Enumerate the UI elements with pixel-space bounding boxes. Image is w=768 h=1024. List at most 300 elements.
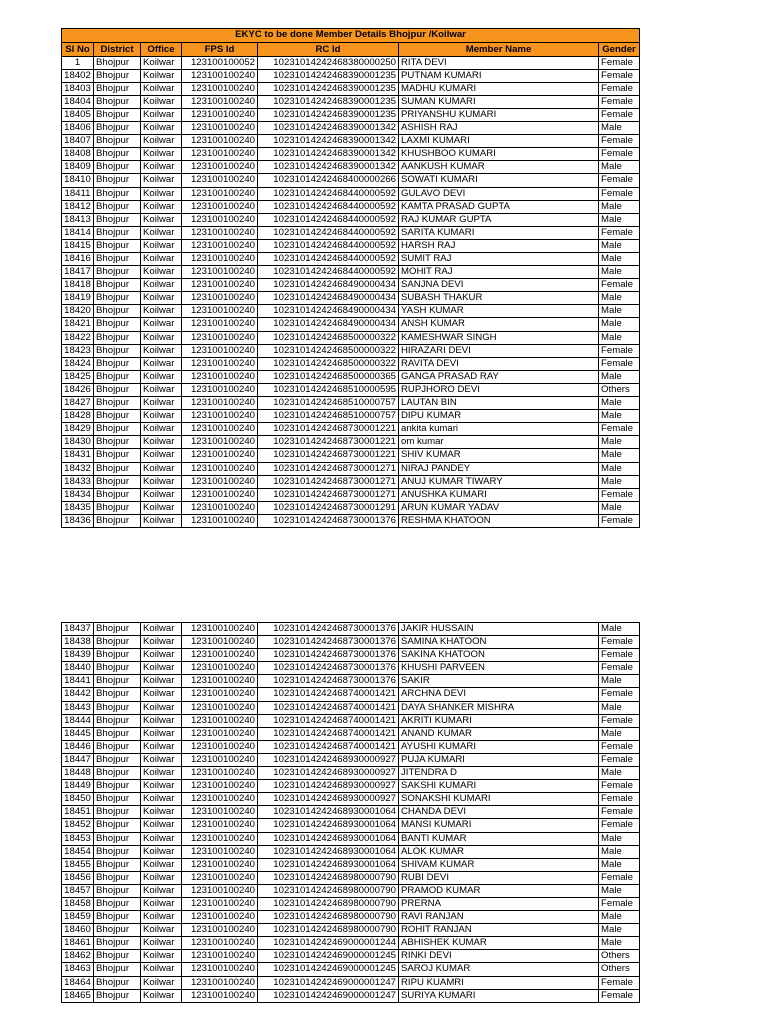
rc-id-cell: 10231014242468930001064: [258, 806, 399, 819]
district-cell: Bhojpur: [94, 161, 141, 174]
fps-id-cell: 123100100052: [182, 56, 258, 69]
district-cell: Bhojpur: [94, 122, 141, 135]
gender-cell: Female: [599, 714, 640, 727]
member-name-cell: HARSH RAJ: [399, 239, 599, 252]
member-name-cell: SOWATI KUMARI: [399, 174, 599, 187]
fps-id-cell: 123100100240: [182, 95, 258, 108]
header-district: District: [94, 42, 141, 56]
sl-no-cell: 18414: [62, 226, 94, 239]
district-cell: Bhojpur: [94, 475, 141, 488]
rc-id-cell: 10231014242468440000592: [258, 266, 399, 279]
sl-no-cell: 18440: [62, 662, 94, 675]
rc-id-cell: 10231014242468730001291: [258, 501, 399, 514]
member-name-cell: ANAND KUMAR: [399, 727, 599, 740]
office-cell: Koilwar: [141, 292, 182, 305]
member-name-cell: MANSI KUMARI: [399, 819, 599, 832]
fps-id-cell: 123100100240: [182, 989, 258, 1002]
sl-no-cell: 18446: [62, 740, 94, 753]
rc-id-cell: 10231014242468500000365: [258, 370, 399, 383]
district-cell: Bhojpur: [94, 989, 141, 1002]
district-cell: Bhojpur: [94, 819, 141, 832]
district-cell: Bhojpur: [94, 727, 141, 740]
office-cell: Koilwar: [141, 819, 182, 832]
rc-id-cell: 10231014242468740001421: [258, 727, 399, 740]
fps-id-cell: 123100100240: [182, 501, 258, 514]
fps-id-cell: 123100100240: [182, 239, 258, 252]
office-cell: Koilwar: [141, 963, 182, 976]
fps-id-cell: 123100100240: [182, 135, 258, 148]
member-name-cell: AKRITI KUMARI: [399, 714, 599, 727]
member-name-cell: ARCHNA DEVI: [399, 688, 599, 701]
fps-id-cell: 123100100240: [182, 714, 258, 727]
district-cell: Bhojpur: [94, 357, 141, 370]
sl-no-cell: 18419: [62, 292, 94, 305]
rc-id-cell: 10231014242469000001244: [258, 937, 399, 950]
district-cell: Bhojpur: [94, 488, 141, 501]
gender-cell: Male: [599, 727, 640, 740]
rc-id-cell: 10231014242468980000790: [258, 897, 399, 910]
table-row: [62, 475, 640, 488]
rc-id-cell: 10231014242468740001421: [258, 701, 399, 714]
sl-no-cell: 18448: [62, 767, 94, 780]
district-cell: Bhojpur: [94, 148, 141, 161]
office-cell: Koilwar: [141, 344, 182, 357]
office-cell: Koilwar: [141, 187, 182, 200]
fps-id-cell: 123100100240: [182, 344, 258, 357]
district-cell: Bhojpur: [94, 623, 141, 636]
fps-id-cell: 123100100240: [182, 174, 258, 187]
fps-id-cell: 123100100240: [182, 675, 258, 688]
sl-no-cell: 18450: [62, 793, 94, 806]
table-row: [62, 462, 640, 475]
rc-id-cell: 10231014242468490000434: [258, 318, 399, 331]
rc-id-cell: 10231014242468500000322: [258, 344, 399, 357]
district-cell: Bhojpur: [94, 501, 141, 514]
district-cell: Bhojpur: [94, 688, 141, 701]
rc-id-cell: 10231014242469000001247: [258, 989, 399, 1002]
fps-id-cell: 123100100240: [182, 793, 258, 806]
sl-no-cell: 18403: [62, 82, 94, 95]
district-cell: Bhojpur: [94, 793, 141, 806]
table-row: [62, 819, 640, 832]
office-cell: Koilwar: [141, 331, 182, 344]
office-cell: Koilwar: [141, 858, 182, 871]
fps-id-cell: 123100100240: [182, 649, 258, 662]
office-cell: Koilwar: [141, 357, 182, 370]
office-cell: Koilwar: [141, 397, 182, 410]
member-name-cell: ROHIT RANJAN: [399, 924, 599, 937]
rc-id-cell: 10231014242468390001342: [258, 148, 399, 161]
fps-id-cell: 123100100240: [182, 636, 258, 649]
table-row: [62, 488, 640, 501]
office-cell: Koilwar: [141, 488, 182, 501]
rc-id-cell: 10231014242468390001235: [258, 95, 399, 108]
gender-cell: Male: [599, 475, 640, 488]
district-cell: Bhojpur: [94, 806, 141, 819]
office-cell: Koilwar: [141, 436, 182, 449]
gender-cell: Male: [599, 213, 640, 226]
district-cell: Bhojpur: [94, 636, 141, 649]
office-cell: Koilwar: [141, 937, 182, 950]
district-cell: Bhojpur: [94, 701, 141, 714]
fps-id-cell: 123100100240: [182, 462, 258, 475]
table-row: [62, 279, 640, 292]
gender-cell: Male: [599, 331, 640, 344]
rc-id-cell: 10231014242468390001342: [258, 161, 399, 174]
gender-cell: Female: [599, 82, 640, 95]
district-cell: Bhojpur: [94, 662, 141, 675]
fps-id-cell: 123100100240: [182, 740, 258, 753]
member-name-cell: AANKUSH KUMAR: [399, 161, 599, 174]
rc-id-cell: 10231014242468730001376: [258, 675, 399, 688]
gender-cell: Female: [599, 174, 640, 187]
fps-id-cell: 123100100240: [182, 832, 258, 845]
office-cell: Koilwar: [141, 636, 182, 649]
gender-cell: Others: [599, 383, 640, 396]
gender-cell: Female: [599, 753, 640, 766]
office-cell: Koilwar: [141, 135, 182, 148]
member-name-cell: ankita kumari: [399, 423, 599, 436]
office-cell: Koilwar: [141, 767, 182, 780]
sl-no-cell: 18428: [62, 410, 94, 423]
district-cell: Bhojpur: [94, 69, 141, 82]
gender-cell: Female: [599, 226, 640, 239]
gender-cell: Male: [599, 623, 640, 636]
sl-no-cell: 18462: [62, 950, 94, 963]
gender-cell: Male: [599, 675, 640, 688]
member-name-cell: SAKIR: [399, 675, 599, 688]
district-cell: Bhojpur: [94, 318, 141, 331]
rc-id-cell: 10231014242468740001421: [258, 688, 399, 701]
gender-cell: Female: [599, 514, 640, 527]
table-row: [62, 305, 640, 318]
sl-no-cell: 18454: [62, 845, 94, 858]
gender-cell: Male: [599, 911, 640, 924]
gender-cell: Male: [599, 200, 640, 213]
district-cell: Bhojpur: [94, 858, 141, 871]
gender-cell: Male: [599, 462, 640, 475]
sl-no-cell: 18436: [62, 514, 94, 527]
district-cell: Bhojpur: [94, 753, 141, 766]
district-cell: Bhojpur: [94, 370, 141, 383]
rc-id-cell: 10231014242468740001421: [258, 740, 399, 753]
district-cell: Bhojpur: [94, 950, 141, 963]
fps-id-cell: 123100100240: [182, 122, 258, 135]
rc-id-cell: 10231014242468440000592: [258, 239, 399, 252]
district-cell: Bhojpur: [94, 436, 141, 449]
office-cell: Koilwar: [141, 95, 182, 108]
gender-cell: Female: [599, 688, 640, 701]
gender-cell: Female: [599, 871, 640, 884]
office-cell: Koilwar: [141, 688, 182, 701]
table-row: [62, 266, 640, 279]
member-name-cell: SARITA KUMARI: [399, 226, 599, 239]
gender-cell: Female: [599, 344, 640, 357]
fps-id-cell: 123100100240: [182, 662, 258, 675]
district-cell: Bhojpur: [94, 187, 141, 200]
office-cell: Koilwar: [141, 662, 182, 675]
gender-cell: Male: [599, 701, 640, 714]
gender-cell: Female: [599, 780, 640, 793]
office-cell: Koilwar: [141, 253, 182, 266]
member-name-cell: RAJ KUMAR GUPTA: [399, 213, 599, 226]
office-cell: Koilwar: [141, 701, 182, 714]
gender-cell: Female: [599, 662, 640, 675]
table-row: [62, 226, 640, 239]
member-name-cell: GANGA PRASAD RAY: [399, 370, 599, 383]
rc-id-cell: 10231014242468490000434: [258, 292, 399, 305]
fps-id-cell: 123100100240: [182, 937, 258, 950]
table-row: [62, 937, 640, 950]
header-member-name: Member Name: [399, 42, 599, 56]
rc-id-cell: 10231014242468730001376: [258, 662, 399, 675]
sl-no-cell: 18423: [62, 344, 94, 357]
rc-id-cell: 10231014242468930001064: [258, 858, 399, 871]
office-cell: Koilwar: [141, 56, 182, 69]
district-cell: Bhojpur: [94, 82, 141, 95]
district-cell: Bhojpur: [94, 740, 141, 753]
rc-id-cell: 10231014242468440000592: [258, 213, 399, 226]
office-cell: Koilwar: [141, 305, 182, 318]
fps-id-cell: 123100100240: [182, 266, 258, 279]
district-cell: Bhojpur: [94, 213, 141, 226]
member-name-cell: KHUSHBOO KUMARI: [399, 148, 599, 161]
office-cell: Koilwar: [141, 806, 182, 819]
rc-id-cell: 10231014242468730001271: [258, 488, 399, 501]
member-name-cell: RESHMA KHATOON: [399, 514, 599, 527]
gender-cell: Female: [599, 357, 640, 370]
table-row: [62, 753, 640, 766]
table-row: [62, 357, 640, 370]
rc-id-cell: 10231014242468980000790: [258, 884, 399, 897]
office-cell: Koilwar: [141, 69, 182, 82]
district-cell: Bhojpur: [94, 924, 141, 937]
rc-id-cell: 10231014242468980000790: [258, 871, 399, 884]
table-row: [62, 662, 640, 675]
district-cell: Bhojpur: [94, 780, 141, 793]
table-row: [62, 423, 640, 436]
sl-no-cell: 18412: [62, 200, 94, 213]
office-cell: Koilwar: [141, 623, 182, 636]
sl-no-cell: 18455: [62, 858, 94, 871]
sl-no-cell: 18461: [62, 937, 94, 950]
rc-id-cell: 10231014242468510000757: [258, 410, 399, 423]
fps-id-cell: 123100100240: [182, 383, 258, 396]
fps-id-cell: 123100100240: [182, 924, 258, 937]
member-name-cell: RITA DEVI: [399, 56, 599, 69]
rc-id-cell: 10231014242468490000434: [258, 279, 399, 292]
member-name-cell: SURIYA KUMARI: [399, 989, 599, 1002]
sl-no-cell: 18420: [62, 305, 94, 318]
gender-cell: Male: [599, 845, 640, 858]
district-cell: Bhojpur: [94, 963, 141, 976]
district-cell: Bhojpur: [94, 714, 141, 727]
member-name-cell: JAKIR HUSSAIN: [399, 623, 599, 636]
gender-cell: Female: [599, 423, 640, 436]
member-name-cell: RAVITA DEVI: [399, 357, 599, 370]
member-name-cell: SUMAN KUMARI: [399, 95, 599, 108]
sl-no-cell: 18456: [62, 871, 94, 884]
member-name-cell: ALOK KUMAR: [399, 845, 599, 858]
table-body-bottom: [62, 623, 640, 1003]
table-row: [62, 897, 640, 910]
member-table-top: [61, 28, 640, 528]
table-row: [62, 623, 640, 636]
office-cell: Koilwar: [141, 740, 182, 753]
member-name-cell: PRIYANSHU KUMARI: [399, 108, 599, 121]
fps-id-cell: 123100100240: [182, 253, 258, 266]
district-cell: Bhojpur: [94, 911, 141, 924]
table-row: [62, 858, 640, 871]
district-cell: Bhojpur: [94, 462, 141, 475]
gender-cell: Female: [599, 69, 640, 82]
fps-id-cell: 123100100240: [182, 514, 258, 527]
member-name-cell: ARUN KUMAR YADAV: [399, 501, 599, 514]
office-cell: Koilwar: [141, 449, 182, 462]
sl-no-cell: 18459: [62, 911, 94, 924]
member-name-cell: RUBI DEVI: [399, 871, 599, 884]
rc-id-cell: 10231014242468730001376: [258, 636, 399, 649]
fps-id-cell: 123100100240: [182, 884, 258, 897]
district-cell: Bhojpur: [94, 675, 141, 688]
fps-id-cell: 123100100240: [182, 911, 258, 924]
office-cell: Koilwar: [141, 753, 182, 766]
sl-no-cell: 18447: [62, 753, 94, 766]
member-name-cell: SHIVAM KUMAR: [399, 858, 599, 871]
sl-no-cell: 18431: [62, 449, 94, 462]
fps-id-cell: 123100100240: [182, 688, 258, 701]
gender-cell: Male: [599, 122, 640, 135]
table-row: [62, 383, 640, 396]
member-name-cell: ANUJ KUMAR TIWARY: [399, 475, 599, 488]
district-cell: Bhojpur: [94, 871, 141, 884]
district-cell: Bhojpur: [94, 383, 141, 396]
fps-id-cell: 123100100240: [182, 806, 258, 819]
fps-id-cell: 123100100240: [182, 357, 258, 370]
table-row: [62, 148, 640, 161]
gender-cell: Female: [599, 95, 640, 108]
rc-id-cell: 10231014242468390001342: [258, 122, 399, 135]
sl-no-cell: 18463: [62, 963, 94, 976]
sl-no-cell: 18410: [62, 174, 94, 187]
member-name-cell: SAROJ KUMAR: [399, 963, 599, 976]
table-row: [62, 727, 640, 740]
table-row: [62, 767, 640, 780]
gender-cell: Male: [599, 436, 640, 449]
fps-id-cell: 123100100240: [182, 69, 258, 82]
member-name-cell: RUPJHORO DEVI: [399, 383, 599, 396]
table-row: [62, 714, 640, 727]
table-row: [62, 239, 640, 252]
district-cell: Bhojpur: [94, 292, 141, 305]
table-row: [62, 200, 640, 213]
gender-cell: Male: [599, 266, 640, 279]
table-row: [62, 449, 640, 462]
sl-no-cell: 18432: [62, 462, 94, 475]
gender-cell: Male: [599, 253, 640, 266]
office-cell: Koilwar: [141, 279, 182, 292]
district-cell: Bhojpur: [94, 832, 141, 845]
gender-cell: Male: [599, 239, 640, 252]
gender-cell: Male: [599, 767, 640, 780]
member-name-cell: HIRAZARI DEVI: [399, 344, 599, 357]
rc-id-cell: 10231014242468500000322: [258, 357, 399, 370]
district-cell: Bhojpur: [94, 767, 141, 780]
district-cell: Bhojpur: [94, 976, 141, 989]
gender-cell: Male: [599, 397, 640, 410]
member-name-cell: SAKINA KHATOON: [399, 649, 599, 662]
office-cell: Koilwar: [141, 462, 182, 475]
sl-no-cell: 18439: [62, 649, 94, 662]
member-name-cell: RAVI RANJAN: [399, 911, 599, 924]
header-gender: Gender: [599, 42, 640, 56]
district-cell: Bhojpur: [94, 95, 141, 108]
member-name-cell: SHIV KUMAR: [399, 449, 599, 462]
rc-id-cell: 10231014242468730001221: [258, 423, 399, 436]
table-row: [62, 832, 640, 845]
member-name-cell: PUTNAM KUMARI: [399, 69, 599, 82]
gender-cell: Others: [599, 963, 640, 976]
table-row: [62, 924, 640, 937]
table-row: [62, 253, 640, 266]
member-name-cell: KHUSHI PARVEEN: [399, 662, 599, 675]
fps-id-cell: 123100100240: [182, 213, 258, 226]
sl-no-cell: 18458: [62, 897, 94, 910]
district-cell: Bhojpur: [94, 845, 141, 858]
rc-id-cell: 10231014242468730001376: [258, 514, 399, 527]
fps-id-cell: 123100100240: [182, 623, 258, 636]
district-cell: Bhojpur: [94, 397, 141, 410]
table-row: [62, 806, 640, 819]
rc-id-cell: 10231014242468440000592: [258, 187, 399, 200]
sl-no-cell: 18411: [62, 187, 94, 200]
sl-no-cell: 18453: [62, 832, 94, 845]
gender-cell: Male: [599, 370, 640, 383]
office-cell: Koilwar: [141, 475, 182, 488]
office-cell: Koilwar: [141, 793, 182, 806]
rc-id-cell: 10231014242468930000927: [258, 753, 399, 766]
table-row: [62, 331, 640, 344]
gender-cell: Female: [599, 976, 640, 989]
office-cell: Koilwar: [141, 174, 182, 187]
table-row: [62, 989, 640, 1002]
table-row: [62, 436, 640, 449]
office-cell: Koilwar: [141, 950, 182, 963]
fps-id-cell: 123100100240: [182, 292, 258, 305]
fps-id-cell: 123100100240: [182, 475, 258, 488]
table-row: [62, 292, 640, 305]
office-cell: Koilwar: [141, 675, 182, 688]
header-fps-id: FPS Id: [182, 42, 258, 56]
member-name-cell: MOHIT RAJ: [399, 266, 599, 279]
rc-id-cell: 10231014242468440000592: [258, 253, 399, 266]
gender-cell: Female: [599, 740, 640, 753]
office-cell: Koilwar: [141, 649, 182, 662]
member-name-cell: SAKSHI KUMARI: [399, 780, 599, 793]
fps-id-cell: 123100100240: [182, 950, 258, 963]
sl-no-cell: 18457: [62, 884, 94, 897]
member-name-cell: SONAKSHI KUMARI: [399, 793, 599, 806]
table-row: [62, 514, 640, 527]
member-name-cell: ANUSHKA KUMARI: [399, 488, 599, 501]
member-name-cell: LAUTAN BIN: [399, 397, 599, 410]
gender-cell: Female: [599, 636, 640, 649]
office-cell: Koilwar: [141, 897, 182, 910]
sl-no-cell: 18430: [62, 436, 94, 449]
fps-id-cell: 123100100240: [182, 423, 258, 436]
header-office: Office: [141, 42, 182, 56]
sl-no-cell: 18434: [62, 488, 94, 501]
